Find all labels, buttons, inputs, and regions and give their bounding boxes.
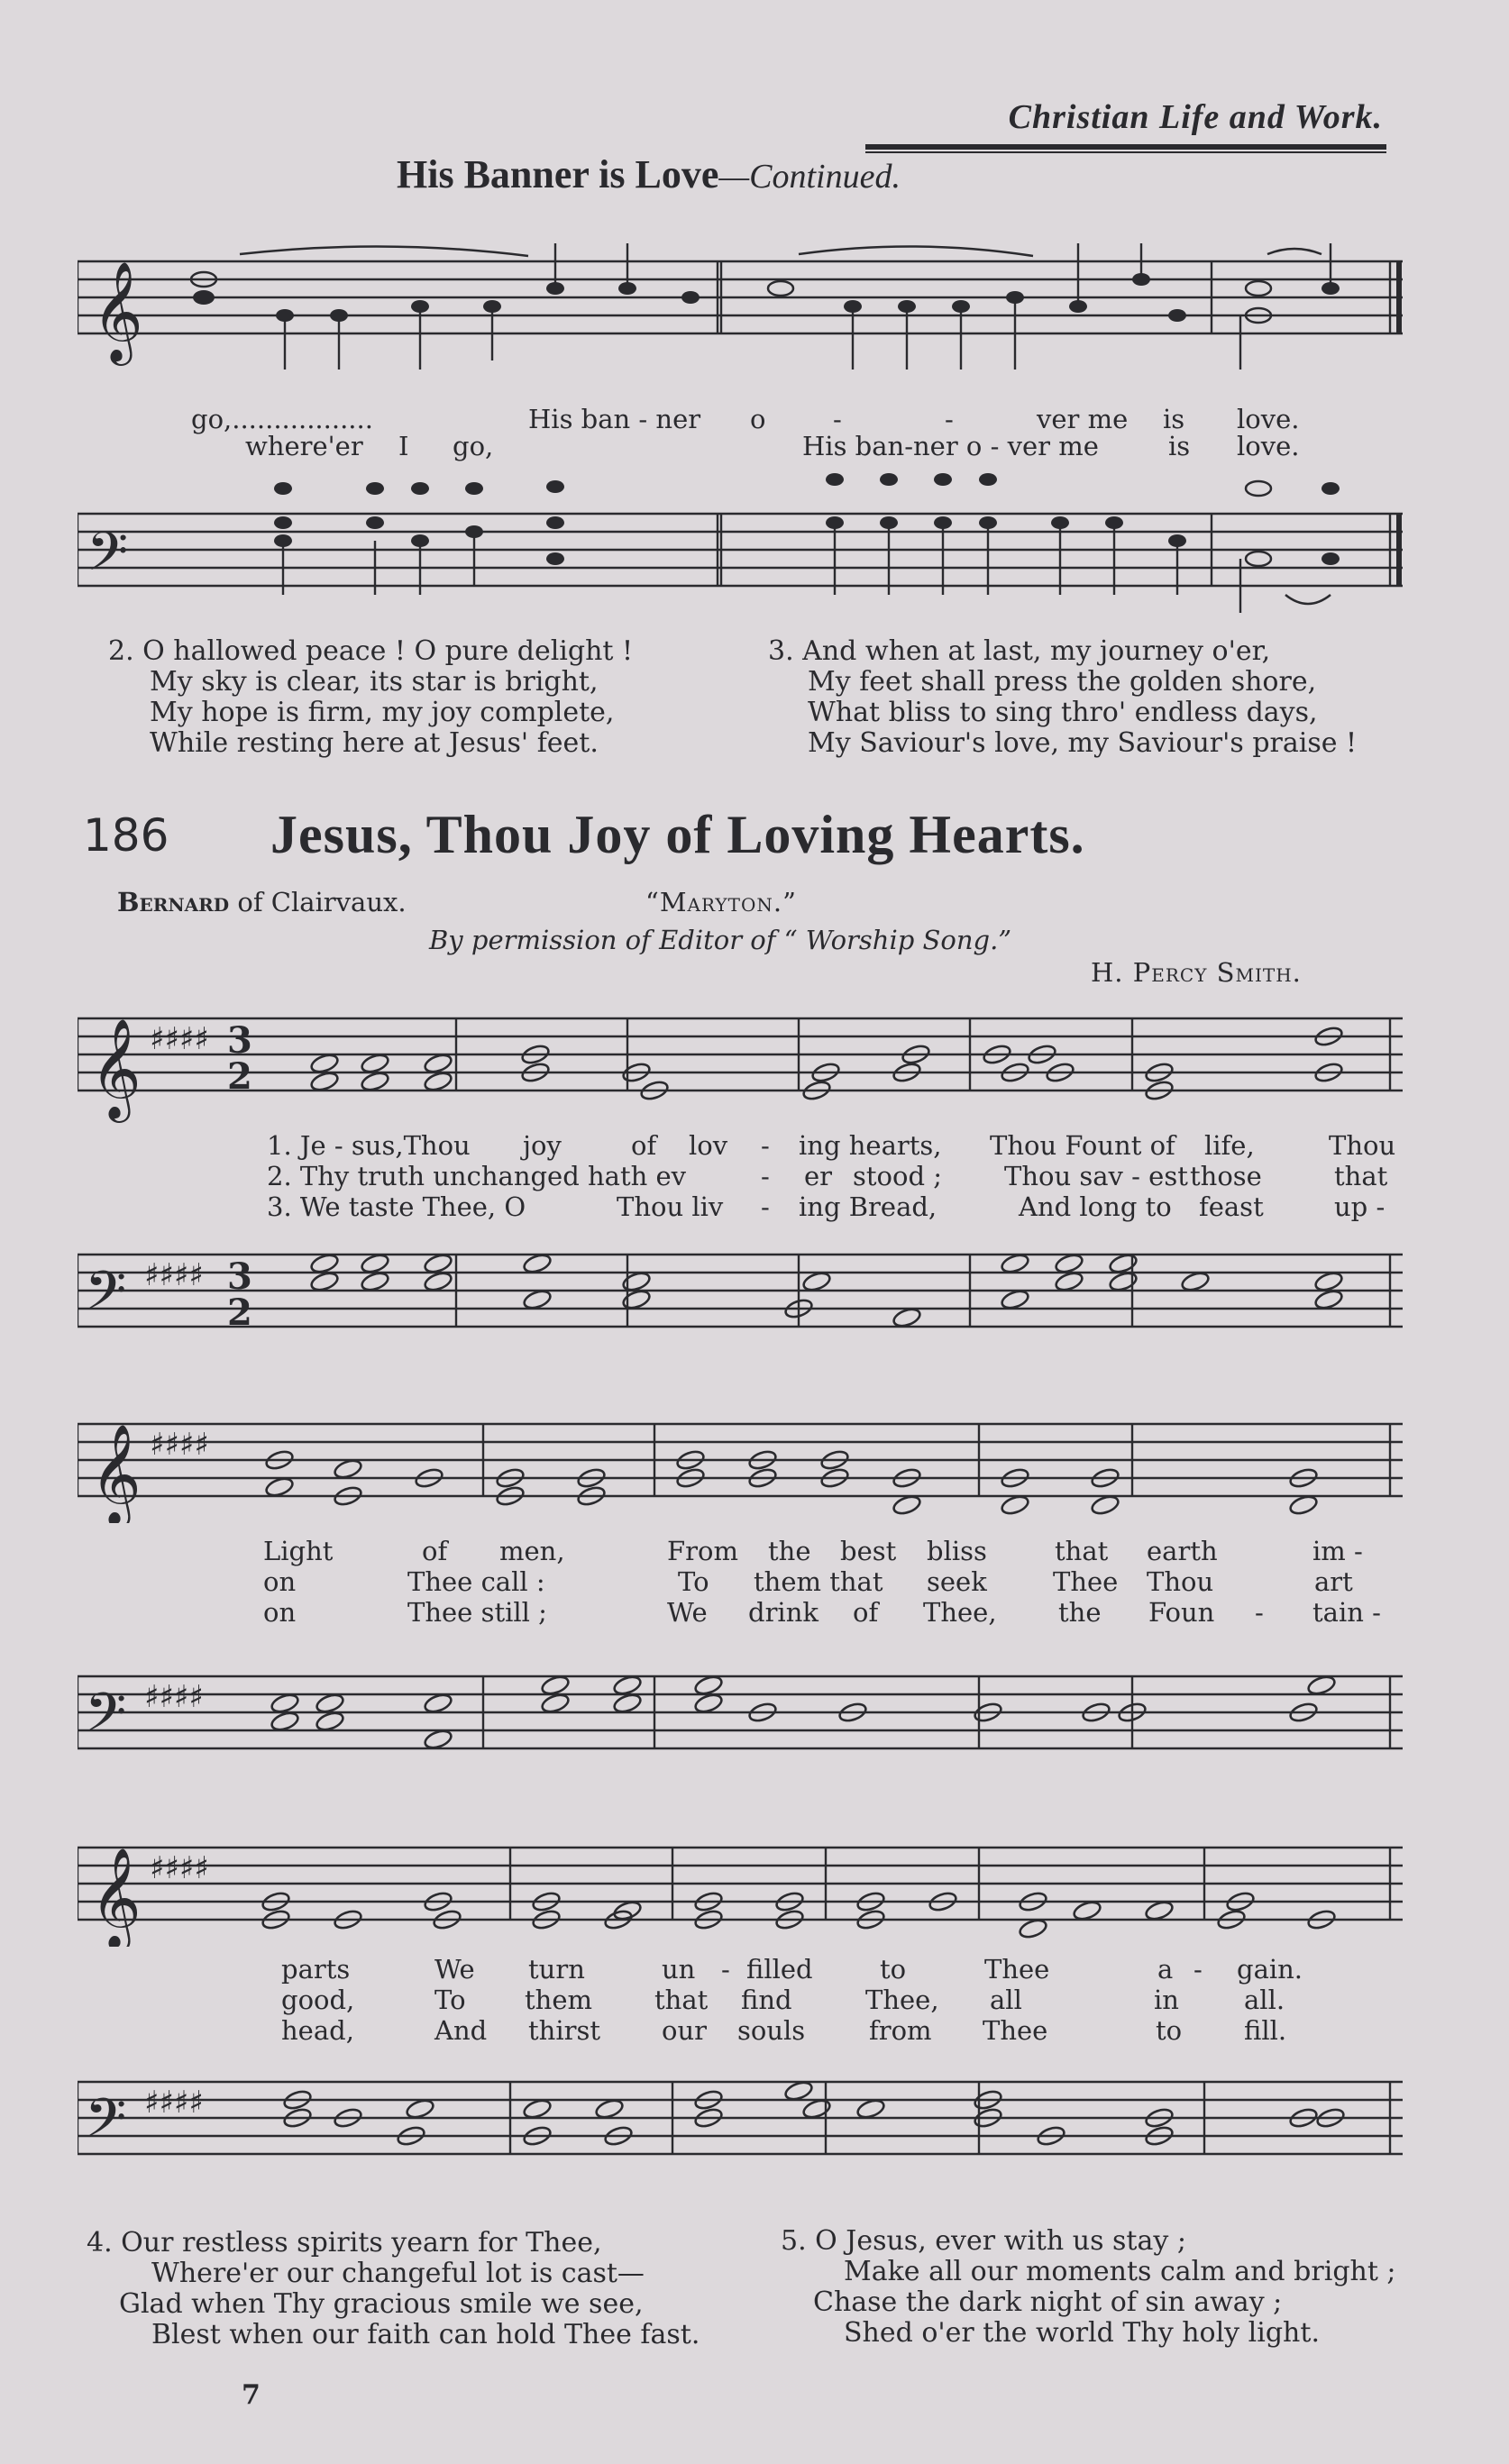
section-header: Christian Life and Work.	[1008, 98, 1383, 136]
prev-lyric-word: is	[1168, 431, 1191, 461]
lyric-word: Thee	[983, 2015, 1048, 2046]
svg-text:2: 2	[227, 1291, 252, 1334]
lyric-word: filled	[746, 1954, 813, 1985]
lyric-word: -	[1255, 1597, 1264, 1628]
lyric-word: up -	[1334, 1191, 1386, 1222]
lyric-word: Thou sav - est	[1004, 1161, 1188, 1191]
lyric-word: un	[662, 1954, 696, 1985]
verse-line: Make all our moments calm and bright ;	[844, 2256, 1396, 2287]
svg-text:♯♯♯♯: ♯♯♯♯	[144, 1679, 204, 1715]
lyric-word: To	[434, 1985, 466, 2015]
lyric-word: From	[667, 1536, 738, 1566]
lyric-word: the	[768, 1536, 811, 1566]
lyric-word: We	[667, 1597, 708, 1628]
page-number: 7	[242, 2379, 261, 2411]
verse-line: Chase the dark night of sin away ;	[813, 2286, 1283, 2318]
lyric-word: Foun	[1148, 1597, 1215, 1628]
svg-text:♯♯♯♯: ♯♯♯♯	[150, 1850, 209, 1886]
prev-verse-2	[108, 636, 633, 759]
lyric-word: thirst	[528, 2015, 601, 2046]
prev-treble-staff	[78, 243, 1412, 379]
verse-line: O Jesus, ever with us stay ;	[815, 2225, 1186, 2257]
lyric-word: to	[880, 1954, 907, 1985]
prev-lyric-word: go,	[453, 431, 494, 461]
lyrics-s2-l2	[263, 1566, 1426, 1597]
composer: H. Percy Smith.	[1091, 957, 1302, 988]
verse-line: My sky is clear, its star is bright,	[150, 666, 599, 698]
lyric-word: parts	[281, 1954, 351, 1985]
lyrics-s3-l3	[281, 2015, 1426, 2046]
svg-text:𝄢: 𝄢	[87, 520, 129, 596]
hymn-bass-staff-1	[78, 1218, 1412, 1354]
lyric-word: souls	[737, 2015, 806, 2046]
lyric-word: lov	[689, 1130, 728, 1161]
lyric-word: all	[990, 1985, 1022, 2015]
author-rest: of Clairvaux.	[237, 887, 407, 917]
svg-text:𝄢: 𝄢	[85, 1259, 127, 1335]
prev-lyric-word: ver me	[1037, 404, 1129, 434]
lyric-word: joy	[523, 1130, 562, 1161]
lyric-word: all.	[1244, 1985, 1285, 2015]
lyrics-s2-l1	[263, 1536, 1426, 1566]
lyric-word: earth	[1147, 1536, 1218, 1566]
lyric-word: our	[662, 2015, 707, 2046]
svg-text:𝄞: 𝄞	[92, 260, 143, 361]
svg-text:♯♯♯♯: ♯♯♯♯	[150, 1021, 209, 1057]
lyric-word: To	[678, 1566, 709, 1597]
lyric-word: -	[761, 1161, 770, 1191]
verse-line: Blest when our faith can hold Thee fast.	[151, 2319, 700, 2350]
verse-number: 4.	[87, 2227, 113, 2259]
lyric-word: And	[434, 2015, 488, 2046]
lyric-word: Thee,	[865, 1985, 939, 2015]
lyric-word: -	[761, 1191, 770, 1222]
svg-text:♯♯♯♯: ♯♯♯♯	[144, 2085, 204, 2121]
lyric-word: stood ;	[853, 1161, 943, 1191]
lyric-word: tain -	[1312, 1597, 1381, 1628]
header-rule	[865, 144, 1386, 150]
svg-text:2: 2	[227, 1055, 252, 1098]
lyric-word: Thee	[984, 1954, 1050, 1985]
svg-text:𝄞: 𝄞	[90, 1847, 142, 1947]
tune-name: “Maryton.”	[645, 887, 797, 917]
lyric-word: men,	[499, 1536, 565, 1566]
header-rule-thin	[865, 151, 1386, 153]
prev-lyric-word: His ban - ner	[528, 404, 701, 434]
svg-text:𝄢: 𝄢	[85, 2086, 127, 2162]
lyric-word: er	[804, 1161, 833, 1191]
lyric-word: -	[721, 1954, 730, 1985]
lyric-word: We	[434, 1954, 475, 1985]
lyric-word: Light	[263, 1536, 334, 1566]
lyric-word: of	[631, 1130, 657, 1161]
verse-number: 3.	[768, 635, 794, 667]
lyric-word: Thee,	[923, 1597, 997, 1628]
verse-number: 2.	[108, 635, 134, 667]
lyric-word: ing hearts,	[799, 1130, 942, 1161]
verse-line: Shed o'er the world Thy holy light.	[844, 2317, 1320, 2349]
continued-title	[397, 151, 901, 197]
hymn-treble-staff-2	[78, 1388, 1412, 1523]
svg-text:𝄞: 𝄞	[90, 1018, 142, 1118]
prev-lyric-word: love.	[1237, 404, 1300, 434]
lyric-word: from	[869, 2015, 932, 2046]
lyric-word: them that	[754, 1566, 883, 1597]
verse-5	[781, 2226, 1396, 2349]
lyric-word: seek	[927, 1566, 987, 1597]
verse-line: O hallowed peace ! O pure delight !	[142, 635, 634, 667]
lyric-word: gain.	[1237, 1954, 1303, 1985]
verse-number: 5.	[781, 2225, 807, 2257]
lyric-word: head,	[281, 2015, 354, 2046]
hymn-number: 186	[83, 809, 169, 862]
prev-lyric-word: -	[833, 404, 842, 434]
lyric-word: them	[525, 1985, 592, 2015]
lyric-word: on	[263, 1566, 297, 1597]
svg-text:𝄢: 𝄢	[85, 1681, 127, 1757]
lyric-word: those	[1190, 1161, 1262, 1191]
prev-bass-staff	[78, 469, 1412, 622]
lyric-word: art	[1314, 1566, 1353, 1597]
lyric-word: Thou	[1329, 1130, 1396, 1161]
lyric-word: bliss	[927, 1536, 987, 1566]
author-name: Bernard	[117, 887, 230, 917]
prev-lyric-word: is	[1163, 404, 1185, 434]
hymn-treble-staff-3	[78, 1811, 1412, 1947]
svg-text:3: 3	[227, 1019, 252, 1062]
lyrics-s1-l3	[267, 1191, 1430, 1222]
svg-text:♯♯♯♯: ♯♯♯♯	[150, 1427, 209, 1463]
hymn-bass-staff-3	[78, 2046, 1412, 2181]
lyric-word: fill.	[1244, 2015, 1287, 2046]
verse-line: Our restless spirits yearn for Thee,	[121, 2227, 602, 2259]
hymn-author	[117, 887, 407, 917]
prev-lyric-word: I	[398, 431, 409, 461]
prev-lyrics-line2	[245, 431, 1363, 461]
lyric-word: on	[263, 1597, 297, 1628]
lyric-word: Thou	[1147, 1566, 1214, 1597]
lyric-word: a	[1157, 1954, 1174, 1985]
lyric-word: And long to	[1019, 1191, 1172, 1222]
lyric-word: to	[1156, 2015, 1183, 2046]
lyric-word: that	[1334, 1161, 1388, 1191]
continued-title-text: His Banner is Love	[397, 152, 719, 196]
lyric-word: Thou liv	[617, 1191, 724, 1222]
lyric-word: 1. Je - sus,Thou	[267, 1130, 471, 1161]
prev-lyric-word: o	[750, 404, 766, 434]
lyric-word: in	[1154, 1985, 1179, 2015]
verse-line: Glad when Thy gracious smile we see,	[119, 2288, 644, 2320]
lyrics-s3-l2	[281, 1985, 1426, 2015]
lyric-word: 2. Thy truth unchanged hath ev	[267, 1161, 687, 1191]
prev-lyric-word: where'er	[245, 431, 363, 461]
lyric-word: Thee still ;	[407, 1597, 547, 1628]
lyric-word: that	[654, 1985, 709, 2015]
lyrics-s1-l1	[267, 1130, 1430, 1161]
lyric-word: ing Bread,	[799, 1191, 937, 1222]
lyric-word: the	[1058, 1597, 1102, 1628]
lyric-word: turn	[528, 1954, 585, 1985]
lyric-word: feast	[1199, 1191, 1264, 1222]
lyrics-s3-l1	[281, 1954, 1426, 1985]
hymn-bass-staff-2	[78, 1622, 1412, 1757]
prev-lyric-word: His ban-ner o - ver me	[802, 431, 1099, 461]
hymn-treble-staff-1	[78, 1000, 1412, 1127]
svg-text:♯♯♯♯: ♯♯♯♯	[144, 1257, 204, 1293]
prev-verse-3	[768, 636, 1357, 759]
prev-lyrics-line1	[191, 404, 1363, 434]
verse-line: My feet shall press the golden shore,	[808, 666, 1317, 698]
lyric-word: im -	[1312, 1536, 1363, 1566]
lyric-word: -	[761, 1130, 770, 1161]
prev-lyric-word: -	[945, 404, 954, 434]
lyrics-s1-l2	[267, 1161, 1430, 1191]
verse-4	[87, 2228, 700, 2350]
verse-line: Where'er our changeful lot is cast—	[151, 2258, 645, 2289]
lyric-word: 3. We taste Thee, O	[267, 1191, 526, 1222]
continued-suffix: —Continued.	[718, 158, 901, 196]
prev-lyric-word: go,.................	[191, 404, 373, 434]
svg-text:3: 3	[227, 1255, 252, 1298]
lyric-word: best	[840, 1536, 897, 1566]
lyric-word: find	[741, 1985, 792, 2015]
verse-line: What bliss to sing thro' endless days,	[808, 697, 1318, 728]
verse-line: My hope is firm, my joy complete,	[150, 697, 615, 728]
verse-line: And when at last, my journey o'er,	[802, 635, 1271, 667]
lyric-word: Thou Fount of	[990, 1130, 1175, 1161]
prev-lyric-word: love.	[1237, 431, 1300, 461]
lyric-word: of	[853, 1597, 879, 1628]
lyric-word: good,	[281, 1985, 355, 2015]
lyric-word: Thee	[1053, 1566, 1119, 1597]
lyric-word: Thee call :	[407, 1566, 545, 1597]
lyric-word: life,	[1204, 1130, 1255, 1161]
verse-line: While resting here at Jesus' feet.	[150, 727, 599, 759]
lyric-word: drink	[748, 1597, 819, 1628]
hymn-title: Jesus, Thou Joy of Loving Hearts.	[270, 805, 1085, 864]
lyrics-s2-l3	[263, 1597, 1426, 1628]
lyric-word: that	[1055, 1536, 1109, 1566]
verse-line: My Saviour's love, my Saviour's praise !	[808, 727, 1358, 759]
svg-text:𝄞: 𝄞	[90, 1423, 142, 1523]
lyric-word: of	[422, 1536, 448, 1566]
permission-note: By permission of Editor of “ Worship Song.”	[429, 925, 1012, 955]
lyric-word: -	[1193, 1954, 1203, 1985]
